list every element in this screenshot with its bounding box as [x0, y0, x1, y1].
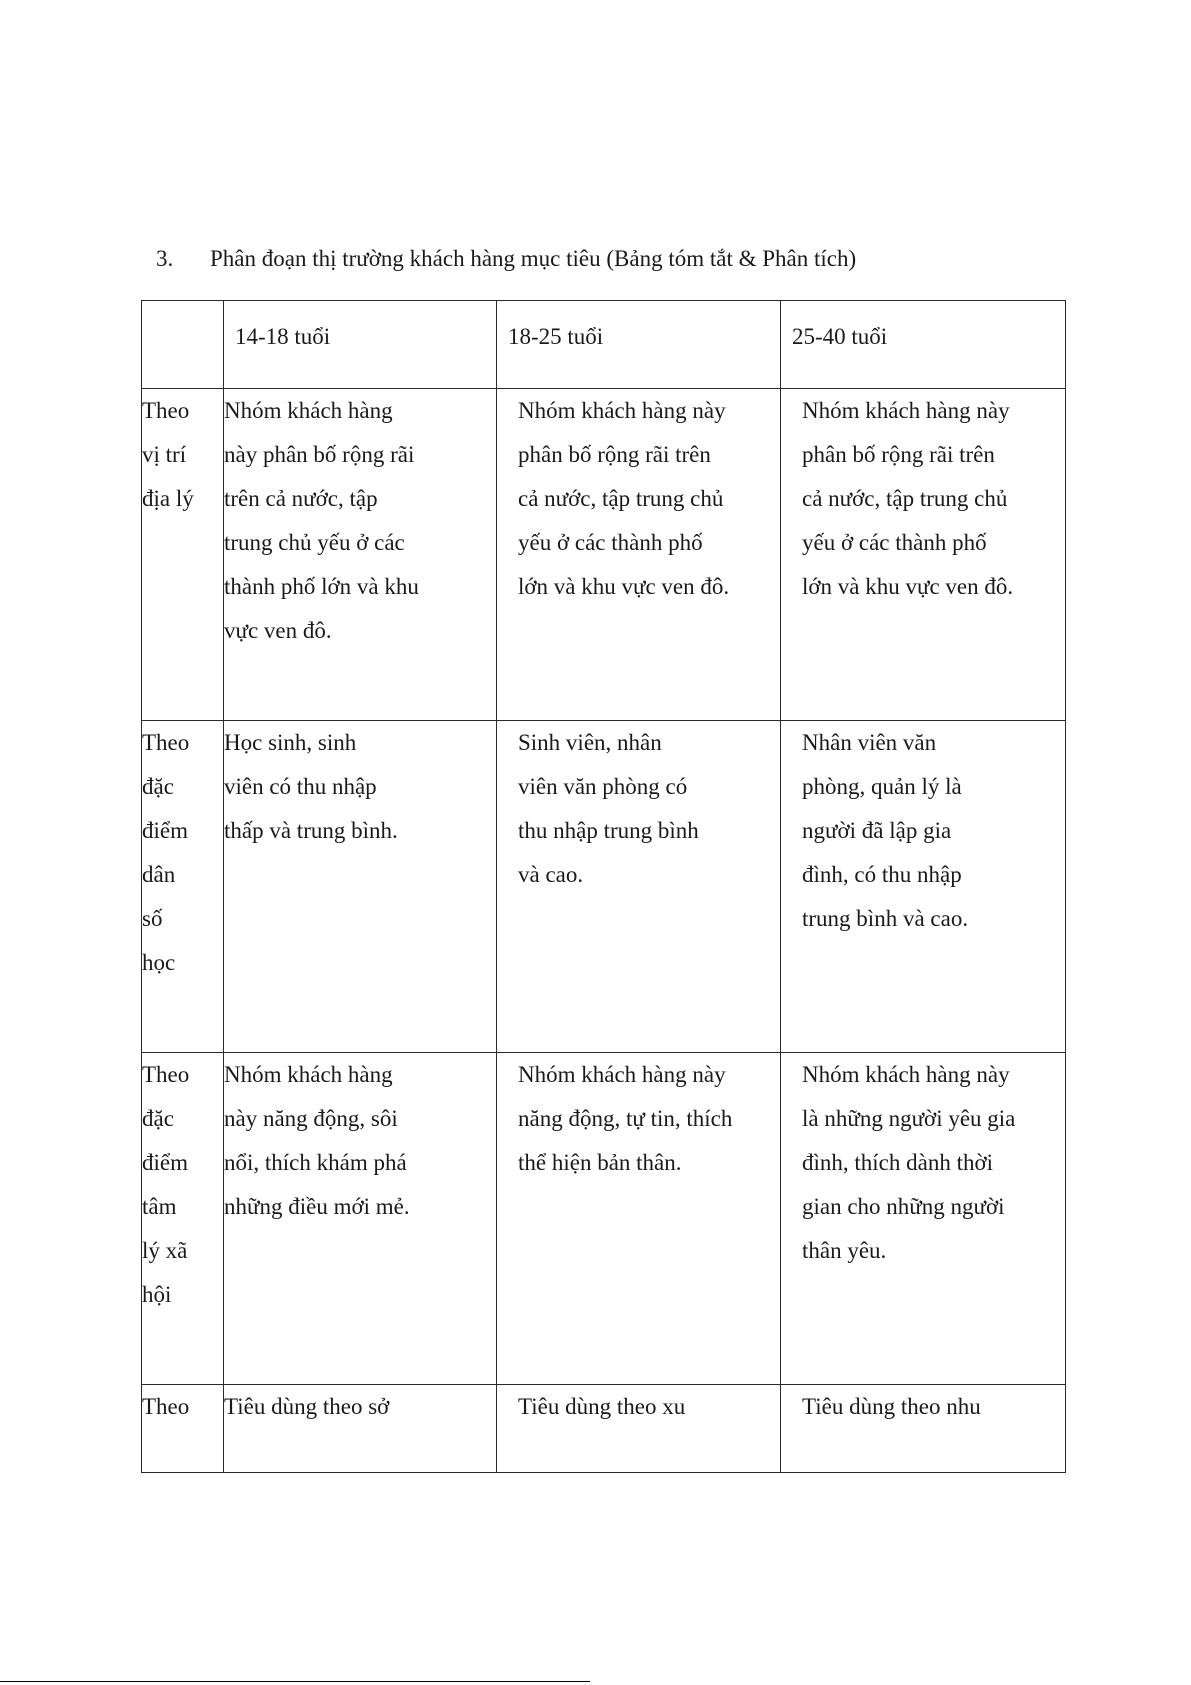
- section-number: 3.: [156, 246, 174, 271]
- table-cell: Nhóm khách hàng này phân bố rộng rãi trên cả nước, tập trung chủ yếu ở các thành phố lớn và khu vực ven đô.: [224, 389, 497, 721]
- table-cell: Tiêu dùng theo nhu: [781, 1385, 1066, 1473]
- table-cell: Nhóm khách hàng này năng động, tự tin, thích thể hiện bản thân.: [497, 1053, 781, 1385]
- table-row: [142, 1385, 1066, 1473]
- table-cell: Tiêu dùng theo sở: [224, 1385, 497, 1473]
- table-cell: Sinh viên, nhân viên văn phòng có thu nhập trung bình và cao.: [497, 721, 781, 1053]
- header-cell-25-40: 25-40 tuổi: [781, 301, 1066, 389]
- table-cell: Tiêu dùng theo xu: [497, 1385, 781, 1473]
- table-row: [142, 389, 1066, 721]
- table-cell: Nhóm khách hàng này phân bố rộng rãi trên cả nước, tập trung chủ yếu ở các thành phố lớn và khu vực ven đô.: [781, 389, 1066, 721]
- header-cell-14-18: 14-18 tuổi: [224, 301, 497, 389]
- section-heading: [156, 244, 856, 274]
- table-cell: Học sinh, sinh viên có thu nhập thấp và trung bình.: [224, 721, 497, 1053]
- table-cell: Nhóm khách hàng này là những người yêu gia đình, thích dành thời gian cho những người thân yêu.: [781, 1053, 1066, 1385]
- row-label-demographics: Theo đặc điểm dân số học: [142, 721, 224, 1053]
- table-cell: Nhân viên văn phòng, quản lý là người đã lập gia đình, có thu nhập trung bình và cao.: [781, 721, 1066, 1053]
- section-title: Phân đoạn thị trường khách hàng mục tiêu (Bảng tóm tắt & Phân tích): [210, 246, 857, 271]
- table-row: [142, 1053, 1066, 1385]
- table-row: [142, 721, 1066, 1053]
- footer-divider: [0, 1681, 590, 1682]
- row-label-behavior: Theo: [142, 1385, 224, 1473]
- row-label-psychographics: Theo đặc điểm tâm lý xã hội: [142, 1053, 224, 1385]
- table-header-row: [142, 301, 1066, 389]
- header-cell-18-25: 18-25 tuổi: [497, 301, 781, 389]
- segmentation-table: [141, 300, 1066, 1473]
- row-label-geography: Theo vị trí địa lý: [142, 389, 224, 721]
- header-cell-empty: [142, 301, 224, 389]
- table-cell: Nhóm khách hàng này phân bố rộng rãi trên cả nước, tập trung chủ yếu ở các thành phố lớn và khu vực ven đô.: [497, 389, 781, 721]
- table-cell: Nhóm khách hàng này năng động, sôi nổi, thích khám phá những điều mới mẻ.: [224, 1053, 497, 1385]
